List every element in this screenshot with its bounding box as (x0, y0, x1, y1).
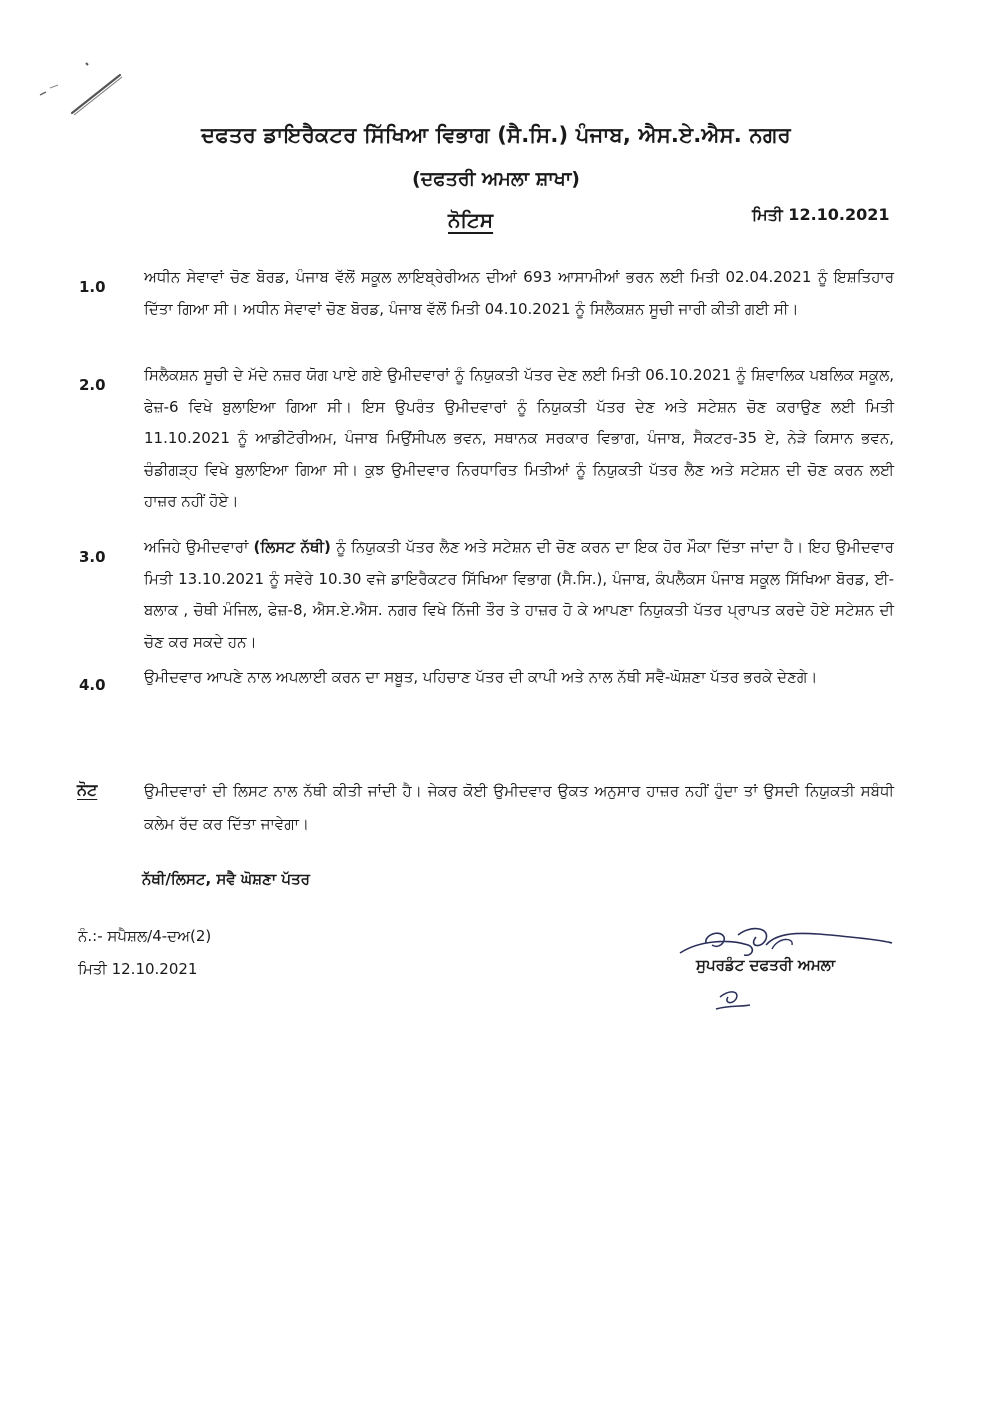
notice-date: ਮਿਤੀ 12.10.2021 (752, 205, 890, 224)
paragraph-text-end: ਨੂੰ ਨਿਯੁਕਤੀ ਪੱਤਰ ਲੈਣ ਅਤੇ ਸਟੇਸ਼ਨ ਦੀ ਚੋਣ ਕਰਨ ਦਾ ਇਕ ਹੋਰ ਮੌਕਾ ਦਿੱਤਾ ਜਾਂਦਾ ਹੈ। ਇਹ ਉਮੀਦਵਾਰ ਮਿਤੀ 13.10.2021 ਨੂੰ ਸਵੇਰੇ 10.30 ਵਜੇ ਡਾਇਰੈਕਟਰ ਸਿੱਖਿਆ ਵਿਭਾਗ (ਸੈ.ਸਿ.), ਪੰਜਾਬ, ਕੰਪਲੈਕਸ ਪੰਜਾਬ ਸਕੂਲ ਸਿੱਖਿਆ ਬੋਰਡ, ਈ-ਬਲਾਕ , ਚੋਥੀ ਮੰਜਿਲ, ਫੇਜ਼-8, ਐਸ.ਏ.ਐਸ. ਨਗਰ ਵਿਖੇ ਨਿੱਜੀ ਤੌਰ ਤੇ ਹਾਜ਼ਰ ਹੋ ਕੇ ਆਪਣਾ ਨਿਯੁਕਤੀ ਪੱਤਰ ਪ੍ਰਾਪਤ ਕਰਦੇ ਹੋਏ ਸਟੇਸ਼ਨ ਦੀ ਚੋਣ ਕਰ ਸਕਦੇ ਹਨ। (144, 538, 894, 651)
paragraph-text: ਉਮੀਦਵਾਰ ਆਪਣੇ ਨਾਲ ਅਪਲਾਈ ਕਰਨ ਦਾ ਸਬੂਤ, ਪਹਿਚਾਣ ਪੱਤਰ ਦੀ ਕਾਪੀ ਅਤੇ ਨਾਲ ਨੱਥੀ ਸਵੈ-ਘੋਸ਼ਣਾ ਪੱਤਰ ਭਰਕੇ ਦੇਣਗੇ। (144, 668, 818, 686)
office-title: ਦਫਤਰ ਡਾਇਰੈਕਟਰ ਸਿੱਖਿਆ ਵਿਭਾਗ (ਸੈ.ਸਿ.) ਪੰਜਾਬ, ਐਸ.ਏ.ਐਸ. ਨਗਰ (201, 123, 791, 147)
paragraph-text: ਸਿਲੈਕਸ਼ਨ ਸੂਚੀ ਦੇ ਮੱਦੇ ਨਜ਼ਰ ਯੋਗ ਪਾਏ ਗਏ ਉਮੀਦਵਾਰਾਂ ਨੂੰ ਨਿਯੁਕਤੀ ਪੱਤਰ ਦੇਣ ਲਈ ਮਿਤੀ 06.10.2021 ਨੂੰ ਸ਼ਿਵਾਲਿਕ ਪਬਲਿਕ ਸਕੂਲ, ਫੇਜ਼-6 ਵਿਖੇ ਬੁਲਾਇਆ ਗਿਆ ਸੀ। ਇਸ ਉਪਰੰਤ ਉਮੀਦਵਾਰਾਂ ਨੂੰ ਨਿਯੁਕਤੀ ਪੱਤਰ ਦੇਣ ਅਤੇ ਸਟੇਸ਼ਨ ਚੋਣ ਕਰਾਉਣ ਲਈ ਮਿਤੀ 11.10.2021 ਨੂੰ ਆਡੀਟੋਰੀਅਮ, ਪੰਜਾਬ ਮਿਉਂਸੀਪਲ ਭਵਨ, ਸਥਾਨਕ ਸਰਕਾਰ ਵਿਭਾਗ, ਪੰਜਾਬ, ਸੈਕਟਰ-35 ਏ, ਨੇੜੇ ਕਿਸਾਨ ਭਵਨ, ਚੰਡੀਗੜ੍ਹ ਵਿਖੇ ਬੁਲਾਇਆ ਗਿਆ ਸੀ। ਕੁਝ ਉਮੀਦਵਾਰ ਨਿਰਧਾਰਿਤ ਮਿਤੀਆਂ ਨੂੰ ਨਿਯੁਕਤੀ ਪੱਤਰ ਲੈਣ ਅਤੇ ਸਟੇਸ਼ਨ ਦੀ ਚੋਣ ਕਰਨ ਲਈ ਹਾਜ਼ਰ ਨਹੀਂ ਹੋਏ। (144, 366, 894, 510)
paragraph-text: ਅਧੀਨ ਸੇਵਾਵਾਂ ਚੋਣ ਬੋਰਡ, ਪੰਜਾਬ ਵੱਲੋਂ ਸਕੂਲ ਲਾਇਬ੍ਰੇਰੀਅਨ ਦੀਆਂ 693 ਆਸਾਮੀਆਂ ਭਰਨ ਲਈ ਮਿਤੀ 02.04.2021 ਨੂੰ ਇਸ਼ਤਿਹਾਰ ਦਿੱਤਾ ਗਿਆ ਸੀ। ਅਧੀਨ ਸੇਵਾਵਾਂ ਚੋਣ ਬੋਰਡ, ਪੰਜਾਬ ਵੱਲੋਂ ਮਿਤੀ 04.10.2021 ਨੂੰ ਸਿਲੈਕਸ਼ਨ ਸੂਚੀ ਜਾਰੀ ਕੀਤੀ ਗਈ ਸੀ। (144, 268, 894, 318)
note-label: ਨੋਟ (77, 780, 98, 799)
branch-title: (ਦਫਤਰੀ ਅਮਲਾ ਸ਼ਾਖਾ) (412, 168, 580, 190)
reference-number: ਨੰ.:- ਸਪੈਸ਼ਲ/4-ਦਅ(2) (78, 927, 212, 945)
paragraph-number: 4.0 (79, 676, 106, 694)
paragraph-number: 1.0 (79, 278, 106, 296)
pen-mark-scribble (28, 55, 128, 125)
attached-list-label: (ਲਿਸਟ ਨੱਥੀ) (253, 538, 331, 556)
note-text: ਉਮੀਦਵਾਰਾਂ ਦੀ ਲਿਸਟ ਨਾਲ ਨੱਥੀ ਕੀਤੀ ਜਾਂਦੀ ਹੈ। ਜੇਕਰ ਕੋਈ ਉਮੀਦਵਾਰ ਉਕਤ ਅਨੁਸਾਰ ਹਾਜ਼ਰ ਨਹੀਂ ਹੁੰਦਾ ਤਾਂ ਉਸਦੀ ਨਿਯੁਕਤੀ ਸਬੰਧੀ ਕਲੇਮ ਰੱਦ ਕਰ ਦਿੱਤਾ ਜਾਵੇਗਾ। (144, 782, 894, 833)
paragraph-text-start: ਅਜਿਹੇ ਉਮੀਦਵਾਰਾਂ (144, 538, 254, 556)
reference-date: ਮਿਤੀ 12.10.2021 (78, 960, 198, 978)
paragraph-text (144, 532, 894, 658)
enclosure-line: ਨੱਥੀ/ਲਿਸਟ, ਸਵੈ ਘੋਸ਼ਣਾ ਪੱਤਰ (142, 870, 310, 888)
paragraph-number: 2.0 (79, 376, 106, 394)
notice-heading: ਨੋਟਿਸ (448, 208, 494, 232)
paragraph-number: 3.0 (79, 548, 106, 566)
signatory-designation: ਸੁਪਰਡੰਟ ਦਫਤਰੀ ਅਮਲਾ (696, 956, 836, 974)
